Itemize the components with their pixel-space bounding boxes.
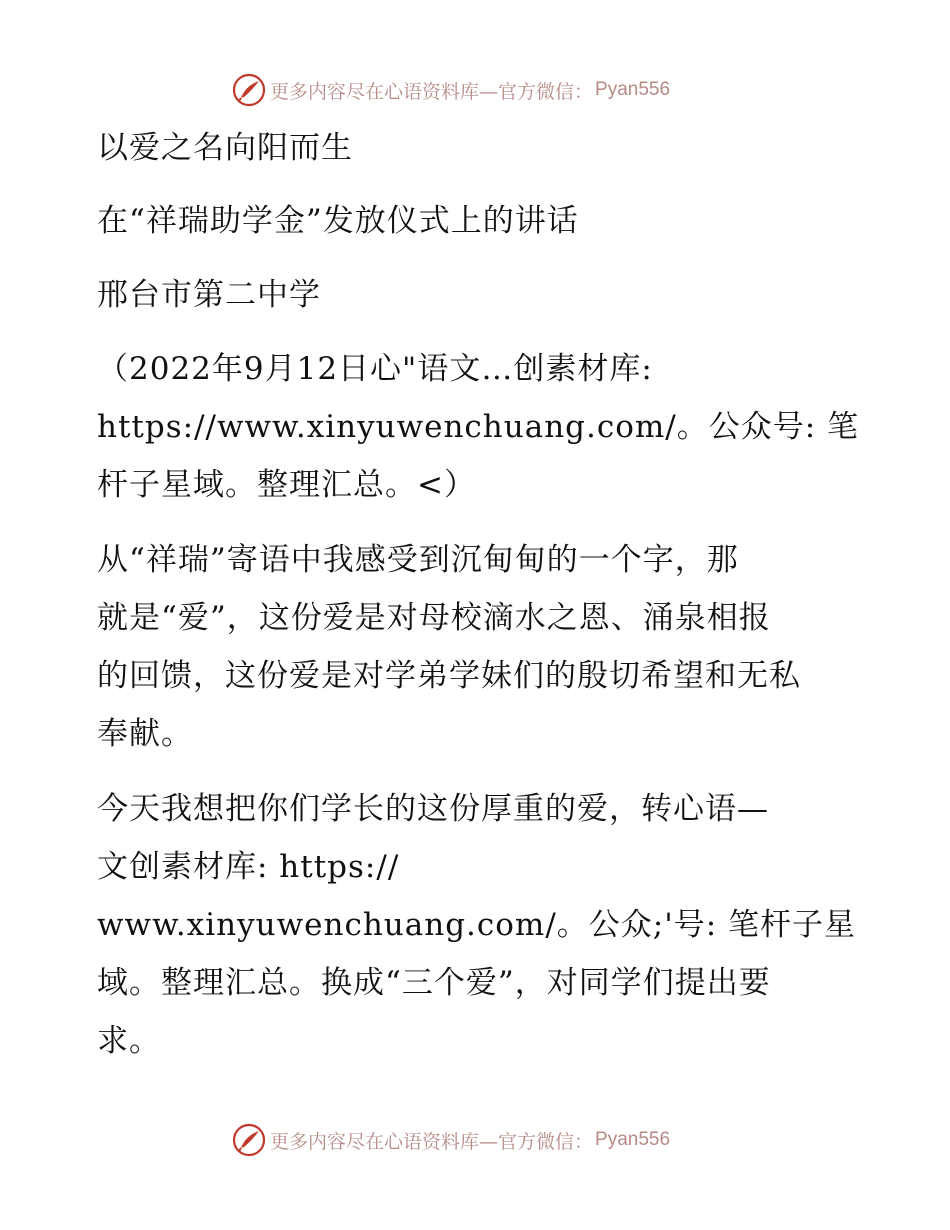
watermark-wechat-id: Pyan556: [595, 79, 671, 100]
watermark-text: 更多内容尽在心语资料库—官方微信：: [270, 80, 594, 103]
paragraph-2-line-4: 域。整理汇总。换成“三个爱”，对同学们提出要: [97, 965, 771, 1001]
quill-logo-icon: [232, 1123, 266, 1157]
paragraph-2-line-5: 求。: [97, 1023, 161, 1059]
header-watermark: [232, 70, 670, 110]
date-line-2: https://www.xinyuwenchuang.com/。公众号: 笔: [97, 409, 860, 445]
paragraph-1-line-1: 从“祥瑞”寄语中我感受到沉甸甸的一个字，那: [97, 542, 739, 578]
watermark-text: 更多内容尽在心语资料库—官方微信：: [270, 1130, 594, 1153]
footer-watermark: [232, 1120, 670, 1160]
date-line-3: 杆子星域。整理汇总。<）: [97, 467, 476, 503]
doc-title: 以爱之名向阳而生: [97, 130, 353, 166]
date-line-1: （2022年9月12日心"语文…创素材库:: [97, 351, 653, 387]
paragraph-2-line-1: 今天我想把你们学长的这份厚重的爱，转心语—: [97, 791, 769, 827]
paragraph-2-line-2: 文创素材库: https://: [97, 849, 400, 885]
doc-subtitle: 在“祥瑞助学金”发放仪式上的讲话: [97, 203, 579, 239]
paragraph-1-line-4: 奉献。: [97, 716, 193, 752]
paragraph-1-line-2: 就是“爱”，这份爱是对母校滴水之恩、涌泉相报: [97, 600, 771, 636]
watermark-wechat-id: Pyan556: [595, 1129, 671, 1150]
paragraph-2-line-3: www.xinyuwenchuang.com/。公众;'号: 笔杆子星: [97, 907, 857, 943]
doc-school: 邢台市第二中学: [97, 277, 321, 313]
paragraph-1-line-3: 的回馈，这份爱是对学弟学妹们的殷切希望和无私: [97, 658, 801, 694]
quill-logo-icon: [232, 73, 266, 107]
